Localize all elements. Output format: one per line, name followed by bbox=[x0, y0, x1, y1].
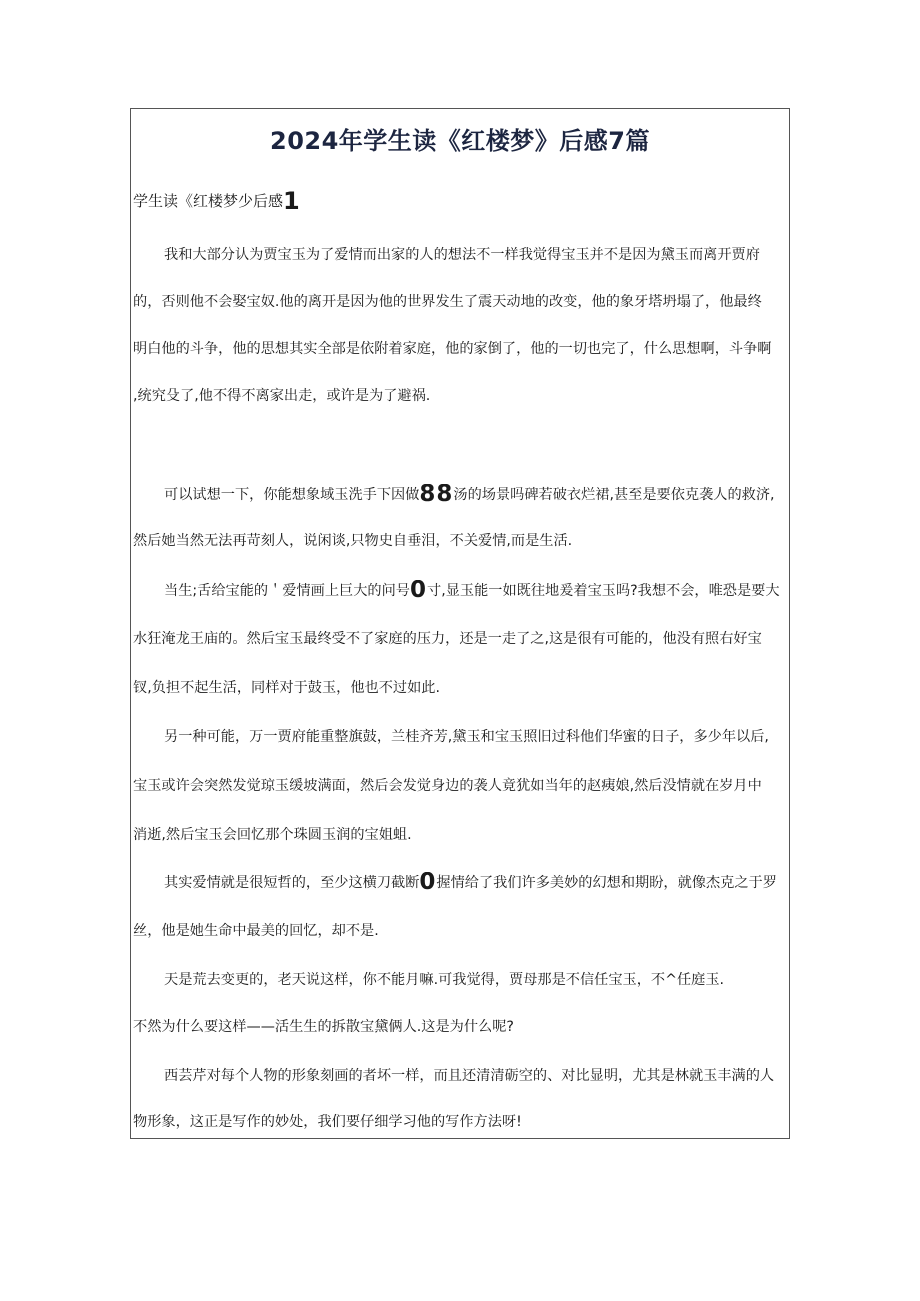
text-line: 的，否则他不会娶宝奴.他的离开是因为他的世界发生了震天动地的改变，他的象牙塔坍塌了，他最终 bbox=[133, 294, 762, 310]
text-line: 另一种可能，万一贾府能重整旗鼓，兰桂齐芳,黛玉和宝玉照旧过科他们华蜜的日子，多少年以后, bbox=[164, 729, 769, 745]
section-heading-text: 学生读《红楼梦少后感 bbox=[133, 192, 284, 210]
text-line: 其实爱情就是很短哲的，至少这横刀截断0握情给了我们许多美妙的幻想和期盼，就像杰克之于罗 bbox=[133, 872, 824, 893]
text-line: 钗,负担不起生活，同样对于鼓玉，他也不过如此. bbox=[133, 680, 440, 696]
text-line: 物形象，这正是写作的妙处，我们要仔细学习他的写作方法呀! bbox=[133, 1114, 522, 1130]
text-line: 丝，他是她生命中最美的回忆，却不是. bbox=[133, 923, 379, 939]
text-line: 消逝,然后宝玉会回忆那个珠圆玉润的宝姐蛆. bbox=[133, 827, 412, 843]
inline-number: 88 bbox=[419, 484, 454, 505]
section-heading bbox=[133, 187, 300, 215]
document-frame bbox=[130, 108, 790, 1139]
document-title: 2024年学生读《红楼梦》后感7篇 bbox=[270, 127, 650, 155]
text-line: 我和大部分认为贾宝玉为了爱情而出家的人的想法不一样我觉得宝玉并不是因为黛玉而离开贾府 bbox=[164, 247, 760, 263]
text-line: 明白他的斗争，他的思想其实全部是依附着家庭，他的家倒了，他的一切也完了，什么思想啊，斗争啊 bbox=[133, 341, 772, 357]
text-line: 水狂淹龙王庙的。然后宝玉最终受不了家庭的压力，还是一走了之,这是很有可能的，他没有照右好宝 bbox=[133, 631, 762, 647]
text-line: 可以试想一下，你能想象域玉洗手下因做88汤的场景吗碑若破衣烂裙,甚至是要依克袭人的救济, bbox=[133, 484, 824, 505]
text-line: 当生;舌给宝能的＇爱情画上巨大的问号0寸,显玉能一如既往地爰着宝玉吗?我想不会，唯恐是要大 bbox=[133, 580, 824, 601]
text-line: ,统究殳了,他不得不离家出走，或许是为了避祸. bbox=[133, 388, 431, 404]
section-heading-number: 1 bbox=[283, 187, 300, 215]
text-line: 不然为什么要这样——活生生的拆散宝黛俩人.这是为什么呢? bbox=[133, 1019, 514, 1035]
text-line: 宝玉或许会突然发觉琼玉缓坡满面，然后会发觉身边的袭人竟犹如当年的赵痍娘,然后没情就在岁月中 bbox=[133, 778, 762, 794]
inline-number: 0 bbox=[409, 580, 427, 601]
text-line: 西芸芹对每个人物的形象刻画的者坏一样，而且还清清砺空的、对比显明，尤其是林就玉丰满的人 bbox=[164, 1068, 775, 1084]
text-line: 然后她当然无法再苛刻人，说闲谈,只物史自垂泪，不关爱情,而是生活. bbox=[133, 533, 573, 549]
inline-number: 0 bbox=[419, 872, 437, 893]
text-line: 天是荒去变更的，老天说这样，你不能月嘛.可我觉得，贾母那是不信任宝玉，不^任庭玉. bbox=[164, 972, 725, 988]
